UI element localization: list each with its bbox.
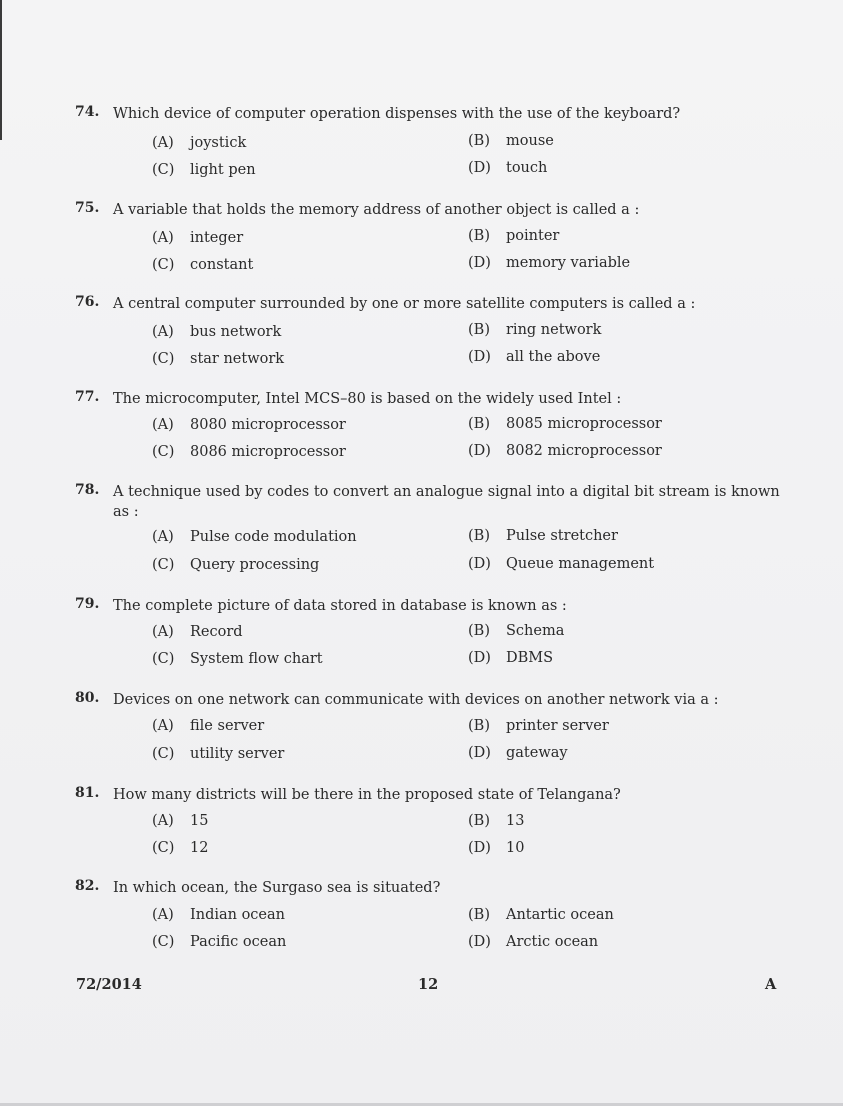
option-d: (D) 8082 microprocessor [468,443,662,459]
option-c: (C) Pacific ocean [152,934,287,950]
option-b: (B) mouse [468,133,554,149]
question-number: 75. [75,200,100,216]
option-c: (C) 8086 microprocessor [152,444,346,460]
question-text: The complete picture of data stored in database is known as : [113,598,567,614]
question-number: 80. [75,690,100,706]
question-text: A variable that holds the memory address of another object is called a : [113,202,640,218]
option-a: (A) Record [152,624,243,640]
question-text: A technique used by codes to convert an analogue signal into a digital bit stream is known as : [113,484,780,520]
option-d: (D) touch [468,160,548,176]
option-b: (B) Antartic ocean [468,907,614,923]
option-c: (C) utility server [152,746,285,762]
option-b: (B) pointer [468,228,560,244]
option-d: (D) Queue management [468,556,655,572]
option-b: (B) Pulse stretcher [468,528,618,544]
option-a: (A) 15 [152,813,209,829]
question-number: 78. [75,482,100,498]
question-text: A central computer surrounded by one or more satellite computers is called a : [113,296,696,312]
option-b: (B) 8085 microprocessor [468,416,662,432]
option-c: (C) star network [152,351,285,367]
question-number: 77. [75,389,100,405]
question-number: 76. [75,294,100,310]
question-text: Devices on one network can communicate with devices on another network via a : [113,692,719,708]
option-c: (C) Query processing [152,557,320,573]
option-d: (D) gateway [468,745,568,761]
option-d: (D) DBMS [468,650,554,666]
option-a: (A) Indian ocean [152,907,285,923]
option-c: (C) constant [152,257,254,273]
option-a: (A) integer [152,230,244,246]
option-d: (D) all the above [468,349,601,365]
question-number: 82. [75,878,100,894]
question-text: Which device of computer operation dispenses with the use of the keyboard? [113,106,681,122]
question-text: In which ocean, the Surgaso sea is situated? [113,880,441,896]
question-number: 79. [75,596,100,612]
page-number: 12 [418,976,439,993]
question-text: How many districts will be there in the proposed state of Telangana? [113,787,621,803]
option-b: (B) printer server [468,718,609,734]
question-text: The microcomputer, Intel MCS–80 is based on the widely used Intel : [113,391,622,407]
option-b: (B) ring network [468,322,602,338]
option-a: (A) file server [152,718,265,734]
option-c: (C) light pen [152,162,256,178]
option-a: (A) Pulse code modulation [152,529,357,545]
option-c: (C) System flow chart [152,651,323,667]
series-code: A [765,976,777,993]
option-b: (B) Schema [468,623,565,639]
option-d: (D) memory variable [468,255,631,271]
option-a: (A) 8080 microprocessor [152,417,346,433]
option-a: (A) joystick [152,135,247,151]
option-c: (C) 12 [152,840,209,856]
option-a: (A) bus network [152,324,282,340]
option-d: (D) 10 [468,840,525,856]
scan-edge [0,0,2,140]
paper-code: 72/2014 [76,976,142,993]
question-number: 74. [75,104,100,120]
question-number: 81. [75,785,100,801]
option-d: (D) Arctic ocean [468,934,599,950]
option-b: (B) 13 [468,813,525,829]
